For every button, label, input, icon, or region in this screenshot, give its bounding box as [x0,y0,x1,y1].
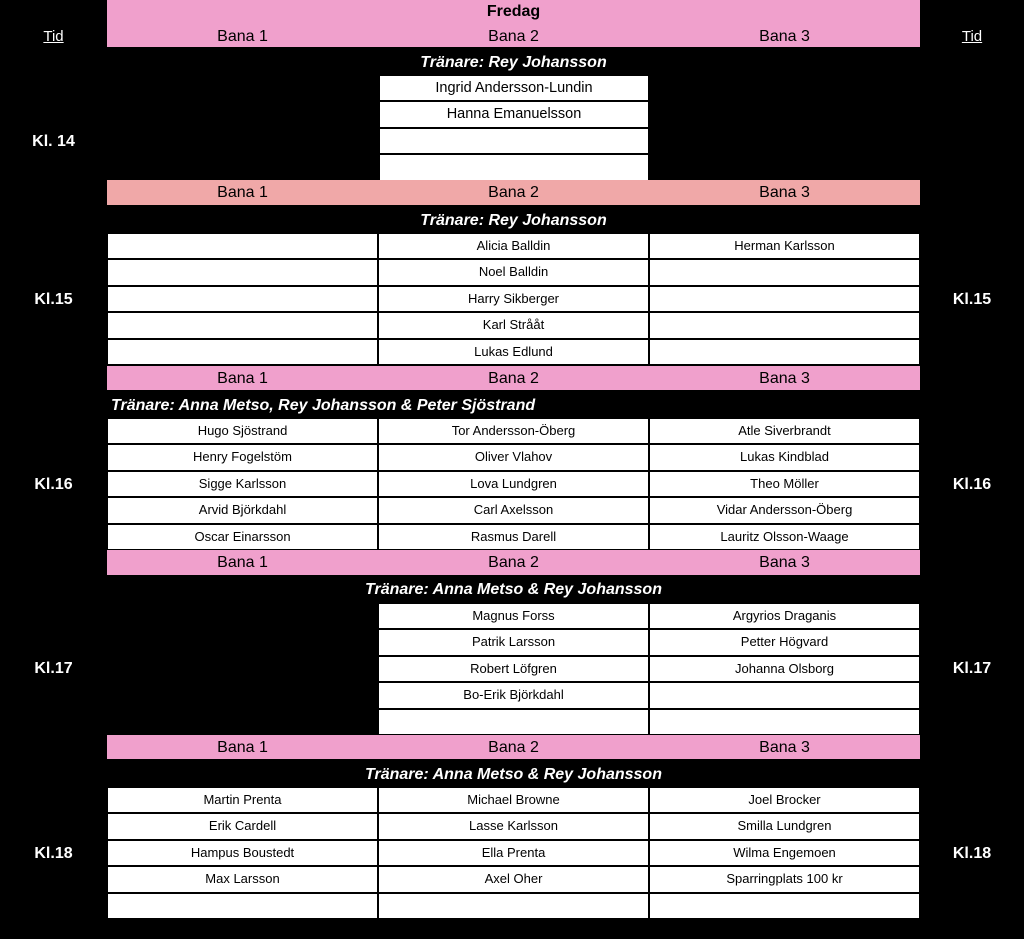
name-cell: Karl Strååt [378,312,649,338]
name-cell: Arvid Björkdahl [107,497,378,523]
name-cell: Petter Högvard [649,629,920,655]
name-cell: Ingrid Andersson-Lundin [379,75,649,101]
lane-header-bar [107,24,920,47]
name-cell: Smilla Lundgren [649,813,920,839]
name-cell: Magnus Forss [378,603,649,629]
name-cell [107,339,378,365]
time-label-left: Kl.16 [34,476,73,493]
empty-cell [107,629,378,655]
name-cell: Oliver Vlahov [378,444,649,470]
name-cell: Michael Browne [378,787,649,813]
lane-header-3: Bana 3 [759,554,810,571]
time-label-right: Kl.17 [952,660,992,677]
name-cell: Ella Prenta [378,840,649,866]
lane-header-3: Bana 3 [759,739,810,756]
name-cell: Axel Oher [378,866,649,892]
name-cell [649,709,920,735]
name-cell [379,154,649,180]
name-cell: Tor Andersson-Öberg [378,418,649,444]
lane-header-bar [107,550,920,575]
name-cell [378,709,649,735]
name-cell [649,312,920,338]
name-cell: Theo Möller [649,471,920,497]
trainer-label: Tränare: Anna Metso & Rey Johansson [365,766,662,783]
slot-18-table [107,787,920,919]
name-cell [649,259,920,285]
name-cell: Atle Siverbrandt [649,418,920,444]
name-cell [107,286,378,312]
lane-header-3: Bana 3 [759,184,810,201]
lane-header-1: Bana 1 [217,28,268,45]
lane-header-1: Bana 1 [217,554,268,571]
lane-header-bar [107,735,920,759]
time-label-left: Kl. 14 [32,133,75,150]
empty-cell [107,709,378,735]
name-cell: Lukas Edlund [378,339,649,365]
name-cell: Martin Prenta [107,787,378,813]
name-cell [379,128,649,154]
trainer-label: Tränare: Anna Metso, Rey Johansson & Peter Sjöstrand [111,397,536,414]
name-cell [378,893,649,919]
empty-cell [107,603,378,629]
name-cell: Lasse Karlsson [378,813,649,839]
lane-header-1: Bana 1 [217,184,268,201]
name-cell: Vidar Andersson-Öberg [649,497,920,523]
slot-17-table [107,603,920,735]
tid-label-left: Tid [43,28,64,45]
time-label-left: Kl.17 [34,660,73,677]
lane-header-3: Bana 3 [759,370,810,387]
name-cell: Lukas Kindblad [649,444,920,470]
time-label-right: Kl.16 [952,476,992,493]
name-cell: Rasmus Darell [378,524,649,550]
name-cell [649,339,920,365]
name-cell: Max Larsson [107,866,378,892]
time-label-left: Kl.18 [34,845,73,862]
time-label-right: Kl.18 [952,845,992,862]
lane-header-bar [107,180,920,205]
lane-header-3: Bana 3 [759,28,810,45]
name-cell [107,893,378,919]
trainer-label: Tränare: Anna Metso & Rey Johansson [365,581,662,598]
name-cell: Noel Balldin [378,259,649,285]
name-cell: Carl Axelsson [378,497,649,523]
name-cell [107,312,378,338]
name-cell: Johanna Olsborg [649,656,920,682]
name-cell: Henry Fogelstöm [107,444,378,470]
name-cell: Herman Karlsson [649,233,920,259]
name-cell: Sparringplats 100 kr [649,866,920,892]
slot-15-table [107,233,920,365]
time-label-right: Kl.15 [952,291,992,308]
name-cell: Alicia Balldin [378,233,649,259]
name-cell: Patrik Larsson [378,629,649,655]
name-cell: Wilma Engemoen [649,840,920,866]
name-cell: Bo-Erik Björkdahl [378,682,649,708]
name-cell [107,233,378,259]
slot-14-table [379,75,649,181]
name-cell: Joel Brocker [649,787,920,813]
name-cell: Hanna Emanuelsson [379,101,649,127]
name-cell: Argyrios Draganis [649,603,920,629]
name-cell: Sigge Karlsson [107,471,378,497]
name-cell: Oscar Einarsson [107,524,378,550]
name-cell: Erik Cardell [107,813,378,839]
name-cell [649,682,920,708]
name-cell: Hugo Sjöstrand [107,418,378,444]
lane-header-2: Bana 2 [488,739,539,756]
lane-header-1: Bana 1 [217,739,268,756]
name-cell [107,259,378,285]
lane-header-2: Bana 2 [488,370,539,387]
trainer-label: Tränare: Rey Johansson [420,54,607,71]
name-cell: Harry Sikberger [378,286,649,312]
lane-header-1: Bana 1 [217,370,268,387]
trainer-label: Tränare: Rey Johansson [420,212,607,229]
name-cell: Lova Lundgren [378,471,649,497]
slot-16-table [107,418,920,550]
name-cell: Hampus Boustedt [107,840,378,866]
name-cell [649,893,920,919]
tid-label-right: Tid [961,28,983,45]
lane-header-2: Bana 2 [488,28,539,45]
name-cell: Lauritz Olsson-Waage [649,524,920,550]
day-title: Fredag [107,0,920,24]
name-cell: Robert Löfgren [378,656,649,682]
empty-cell [107,682,378,708]
name-cell [649,286,920,312]
time-label-left: Kl.15 [34,291,73,308]
lane-header-2: Bana 2 [488,554,539,571]
empty-cell [107,656,378,682]
lane-header-2: Bana 2 [488,184,539,201]
lane-header-bar [107,366,920,390]
